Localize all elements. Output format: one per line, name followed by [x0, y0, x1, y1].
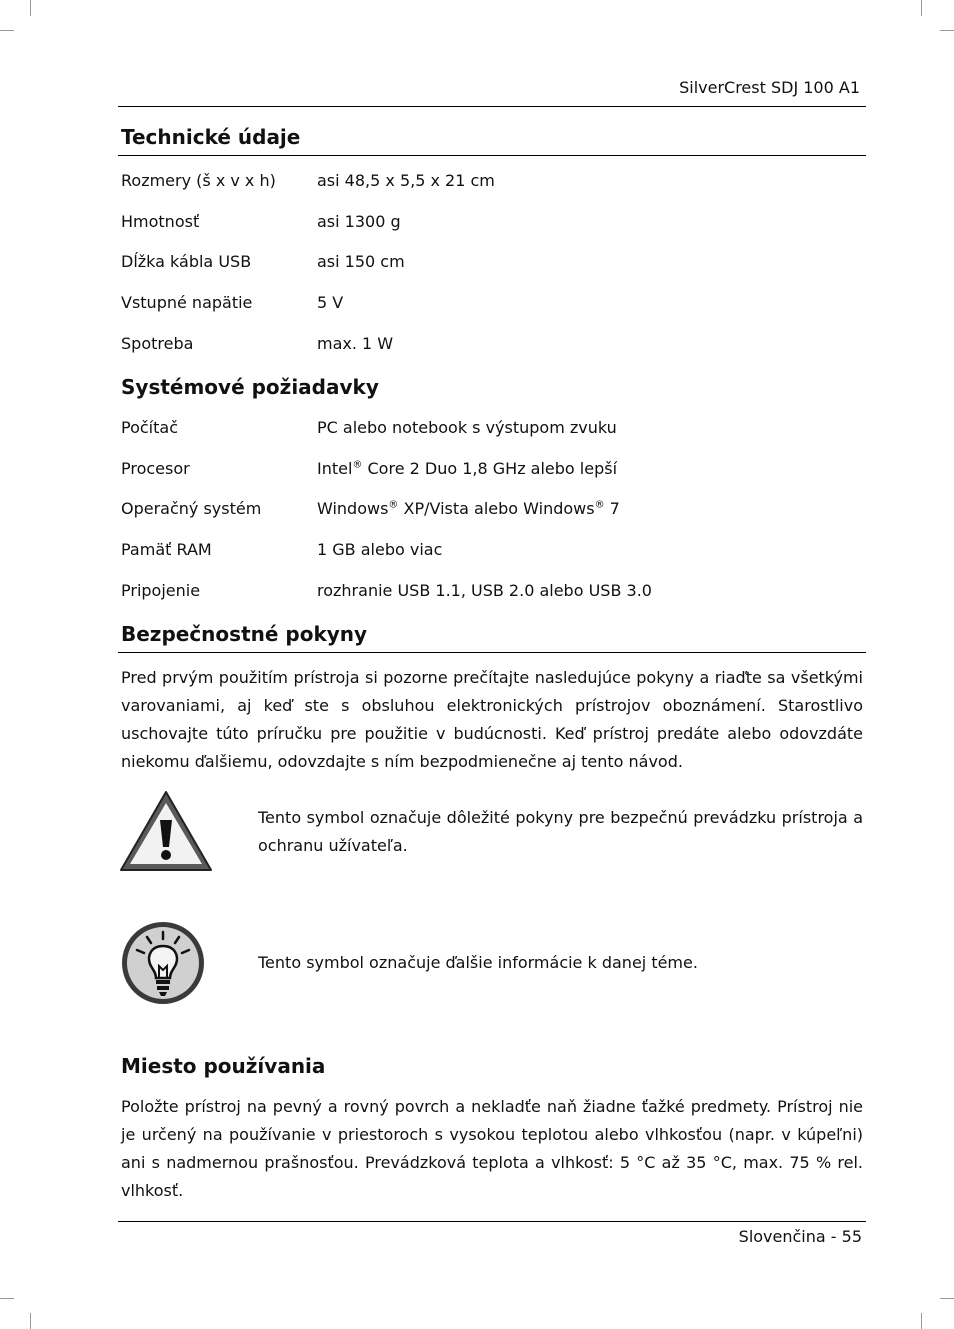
section-rule [118, 155, 866, 156]
header-rule [118, 106, 866, 107]
spec-value: asi 150 cm [317, 252, 405, 271]
spec-value: max. 1 W [317, 334, 394, 353]
crop-mark [940, 30, 954, 31]
footer-page-number: Slovenčina - 55 [738, 1227, 862, 1246]
footer-rule [118, 1221, 866, 1222]
section-title-technical: Technické údaje [121, 125, 301, 149]
spec-label: Procesor [121, 459, 190, 478]
spec-label: Dĺžka kábla USB [121, 252, 252, 271]
spec-label: Hmotnosť [121, 212, 200, 231]
spec-row [121, 252, 866, 274]
section-rule [118, 652, 866, 653]
spec-row [121, 171, 866, 193]
crop-mark [0, 1298, 14, 1299]
crop-mark [921, 1313, 922, 1329]
registered-mark: ® [388, 499, 399, 511]
spec-row [121, 334, 866, 356]
lightbulb-icon [120, 920, 206, 1006]
section-title-system: Systémové požiadavky [121, 375, 379, 399]
section-title-usage: Miesto používania [121, 1054, 326, 1078]
safety-intro-paragraph: Pred prvým použitím prístroja si pozorne prečítajte nasledujúce pokyny a riaďte sa všetkými varovaniami, aj keď ste s obsluhou elektronických prístrojov oboznámení. Starostlivo uschovajte túto príručku pre použitie v budúcnosti. Keď prístroj predáte alebo odovzdáte niekomu ďalšiemu, odovzdajte s ním bezpodmienečne aj tento návod. [121, 668, 863, 771]
spec-label: Pripojenie [121, 581, 201, 600]
usage-paragraph: Položte prístroj na pevný a rovný povrch a nekladťe naň žiadne ťažké predmety. Prístroj nie je určený na používanie v priestoroch s vysokou teplotou alebo vlhkosťou (napr. v kúpeľni) ani s nadmernou prašnosťou. Prevádzková teplota a vlhkosť: 5 °C až 35 °C, max. 75 % rel. vlhkosť. [121, 1097, 863, 1200]
spec-value: PC alebo notebook s výstupom zvuku [317, 418, 617, 437]
spec-value: Windows® XP/Vista alebo Windows® 7 [317, 499, 620, 518]
spec-value: 1 GB alebo viac [317, 540, 443, 559]
spec-label: Operačný systém [121, 499, 262, 518]
spec-label: Pamäť RAM [121, 540, 212, 559]
info-symbol-text: Tento symbol označuje ďalšie informácie k danej téme. [258, 953, 698, 972]
crop-mark [30, 1313, 31, 1329]
spec-value: asi 1300 g [317, 212, 401, 231]
crop-mark [940, 1298, 954, 1299]
spec-value: 5 V [317, 293, 344, 312]
spec-row [121, 293, 866, 315]
spec-row [121, 581, 866, 603]
warning-symbol-text: Tento symbol označuje dôležité pokyny pre bezpečnú prevádzku prístroja a ochranu užívateľa. [258, 808, 863, 855]
registered-mark: ® [594, 499, 605, 511]
spec-row [121, 499, 866, 521]
spec-row [121, 418, 866, 440]
spec-value: Intel® Core 2 Duo 1,8 GHz alebo lepší [317, 459, 618, 478]
warning-triangle-icon [119, 790, 213, 872]
registered-mark: ® [352, 459, 363, 471]
spec-label: Vstupné napätie [121, 293, 253, 312]
spec-label: Spotreba [121, 334, 194, 353]
spec-label: Rozmery (š x v x h) [121, 171, 276, 190]
crop-mark [921, 0, 922, 16]
spec-row [121, 540, 866, 562]
section-title-safety: Bezpečnostné pokyny [121, 622, 368, 646]
spec-label: Počítač [121, 418, 178, 437]
spec-row [121, 459, 866, 481]
spec-row [121, 212, 866, 234]
crop-mark [0, 30, 14, 31]
crop-mark [30, 0, 31, 16]
spec-value: asi 48,5 x 5,5 x 21 cm [317, 171, 495, 190]
header-product-name: SilverCrest SDJ 100 A1 [679, 78, 860, 97]
spec-value: rozhranie USB 1.1, USB 2.0 alebo USB 3.0 [317, 581, 652, 600]
